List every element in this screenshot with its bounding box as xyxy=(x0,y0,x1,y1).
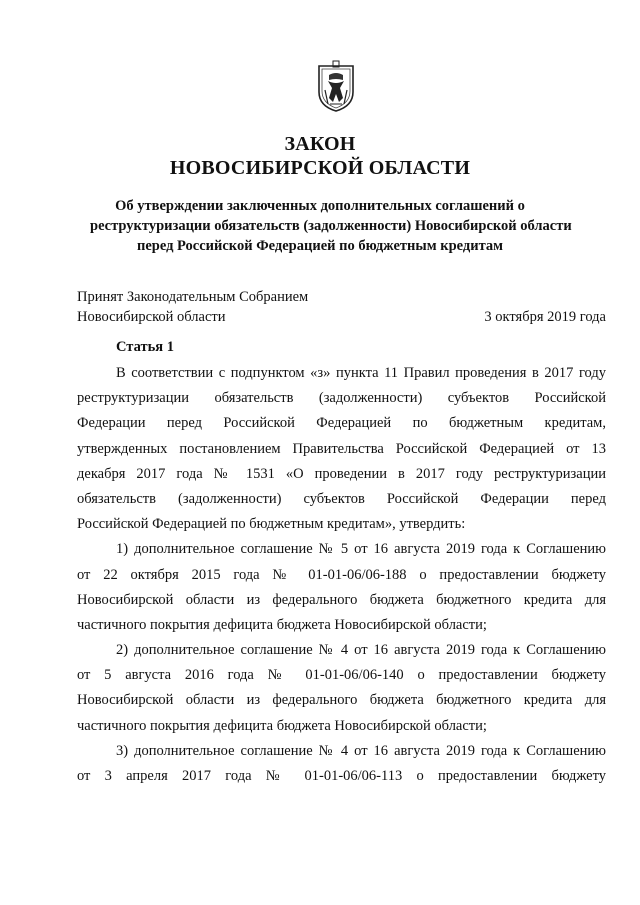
subtitle-line: Об утверждении заключенных дополнительных соглашений о xyxy=(115,198,525,214)
subtitle-line: реструктуризации обязательств (задолженности) Новосибирской области xyxy=(90,218,572,234)
paragraph-line: обязательств (задолженности) субъектов Российской Федерации перед xyxy=(77,490,606,507)
paragraph-line: реструктуризации обязательств (задолженности) субъектов Российской xyxy=(77,390,606,407)
adoption-body xyxy=(77,287,308,327)
paragraph-line: Новосибирской области из федерального бюджета бюджетного кредита для xyxy=(77,591,606,608)
paragraph-line: от 5 августа 2016 года № 01-01-06/06-140 о предоставлении бюджету xyxy=(77,667,606,684)
paragraph-line: утвержденных постановлением Правительства Российской Федерацией от 13 xyxy=(77,440,606,457)
adoption-line: Новосибирской области xyxy=(77,309,226,325)
law-region: НОВОСИБИРСКОЙ ОБЛАСТИ xyxy=(169,157,471,179)
paragraph-line: Федерации перед Российской Федерацией по бюджетным кредитам, xyxy=(77,415,606,432)
paragraph-line: Новосибирской области из федерального бюджета бюджетного кредита для xyxy=(77,692,606,709)
paragraph-line: 2) дополнительное соглашение № 4 от 16 августа 2019 года к Соглашению xyxy=(116,642,606,659)
paragraph-line: от 22 октября 2015 года № 01-01-06/06-188 о предоставлении бюджету xyxy=(77,566,606,583)
article-heading: Статья 1 xyxy=(116,339,174,355)
law-subtitle xyxy=(90,196,572,256)
paragraph-line: частичного покрытия дефицита бюджета Новосибирской области; xyxy=(77,616,487,633)
paragraph-line: В соответствии с подпунктом «з» пункта 11 Правил проведения в 2017 году xyxy=(116,365,606,381)
adoption-date: 3 октября 2019 года xyxy=(484,309,606,325)
law-title: ЗАКОН xyxy=(284,133,356,155)
paragraph-line: 3) дополнительное соглашение № 4 от 16 августа 2019 года к Соглашению xyxy=(116,742,606,759)
subtitle-line: перед Российской Федерацией по бюджетным кредитам xyxy=(136,238,504,254)
adoption-line: Принят Законодательным Собранием xyxy=(77,289,309,305)
paragraph-line: частичного покрытия дефицита бюджета Новосибирской области; xyxy=(77,717,487,734)
article-body xyxy=(77,361,606,789)
paragraph-line: 1) дополнительное соглашение № 5 от 16 августа 2019 года к Соглашению xyxy=(116,541,606,558)
paragraph-line: декабря 2017 года № 1531 «О проведении в 2017 году реструктуризации xyxy=(77,465,606,482)
coat-of-arms-icon xyxy=(316,60,356,112)
paragraph-line: Российской Федерацией по бюджетным кредитам», утвердить: xyxy=(77,516,466,533)
paragraph-line: от 3 апреля 2017 года № 01-01-06/06-113 о предоставлении бюджету xyxy=(77,768,606,784)
